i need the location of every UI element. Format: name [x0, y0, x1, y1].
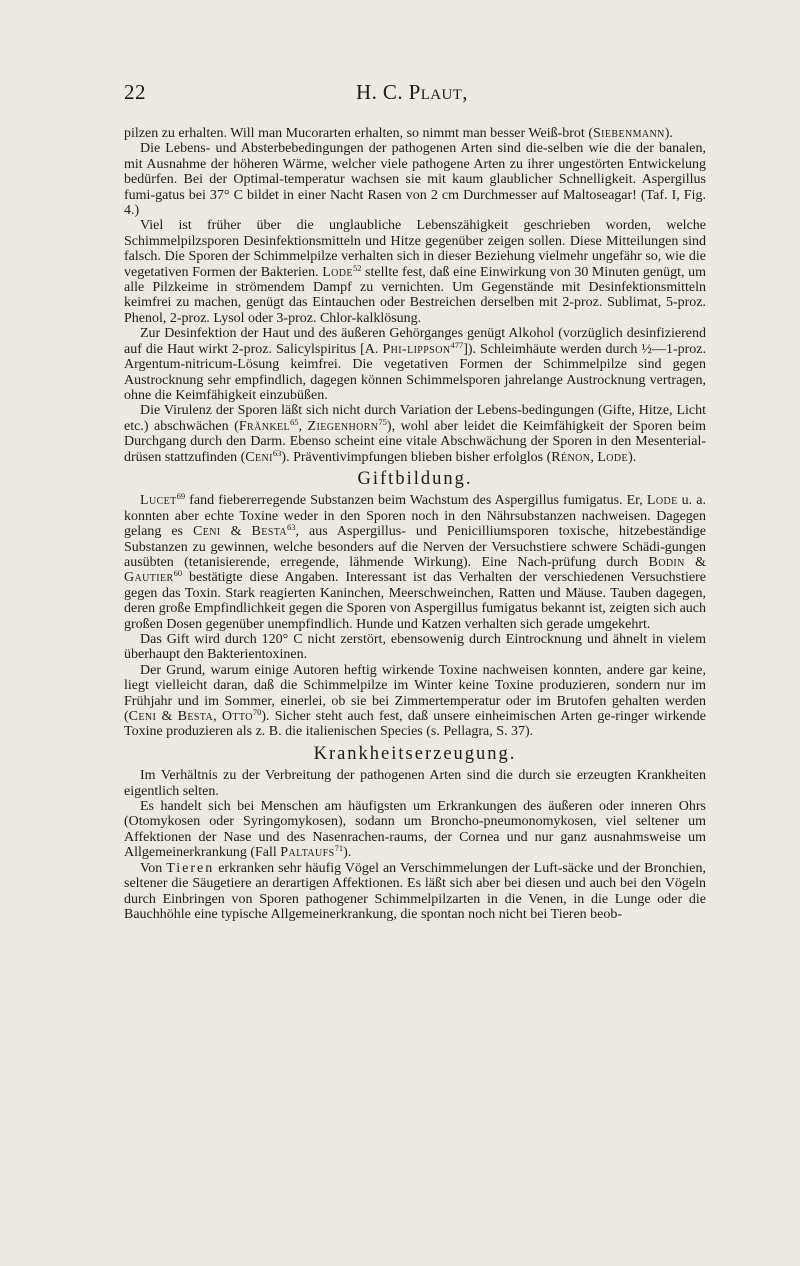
page-header	[124, 80, 700, 110]
author-name: Phi-lippson	[382, 341, 451, 357]
author-name: Gautier	[124, 570, 174, 586]
reference-number: 70	[252, 707, 262, 718]
paragraph-3	[124, 218, 706, 326]
author-name: Siebenmann	[592, 126, 665, 141]
text: Von	[140, 860, 167, 876]
reference-number: 63	[287, 522, 296, 533]
page-number: 22	[124, 80, 146, 104]
text: ). Sicher steht auch fest, daß unsere einheimischen Arten ge-ringer wirkende Toxine produzieren als z. B. die italienischen Species (s. Pellagra, S. 37).	[124, 709, 707, 740]
paragraph-1	[124, 126, 706, 141]
author-name: Rénon	[551, 449, 591, 465]
paragraph-6	[124, 493, 706, 632]
text: Viel ist früher über die unglaubliche Lebenszähigkeit geschrieben worden, welche Schimmelpilzsporen Desinfektionsmitteln und Hitze gegenüber zeigen sollen. Diese Mitteilungen sind falsch. Die Sporen der Schimmelpilze verhalten sich in dieser Beziehung vielmehr ungefähr so, wie die vegetativen Formen der Bakterien.	[124, 218, 706, 280]
author-name: Paltaufs	[280, 845, 335, 861]
paragraph-9: Im Verhältnis zu der Verbreitung der pathogenen Arten sind die durch sie erzeugten Krankheiten eigentlich selten.	[124, 768, 706, 799]
reference-number: 65	[289, 416, 299, 427]
paragraph-4	[124, 326, 706, 403]
author-name: Lucet	[140, 493, 177, 509]
author-name: Ceni	[192, 524, 221, 540]
text: Der Grund, warum einige Autoren heftig wirkende Toxine nachweisen konnten, andere gar keine, liegt vielleicht daran, daß die Schimmelpilze im Winter keine Toxine produzieren, sondern nur im Frühjahr und im Sommer, einerlei, ob sie bei Zimmertemperatur oder im Brutofen gehalten werden (	[124, 662, 706, 725]
author-name: Lode	[597, 449, 629, 465]
text: &	[220, 524, 252, 540]
author-name: Ziegenhorn	[307, 418, 379, 434]
author-name: Bodin	[648, 554, 685, 570]
author-name: Ceni	[128, 709, 157, 725]
paragraph-2: Die Lebens- und Absterbebedingungen der pathogenen Arten sind die-selben wie die der banalen, mit Ausnahme der höheren Wärme, welcher viele pathogene Arten zu ihrer ungestörten Entwickelung bedürfen. Bei der Optimal-temperatur wachsen sie mit kaum glaublicher Schnelligkeit. Aspergillus fumi-gatus bei 37° C bildet in einer Nacht Rasen von 2 cm Durchmesser auf Maltoseagar! (Taf. I, Fig. 4.)	[124, 141, 706, 219]
text: ).	[664, 126, 673, 141]
spaced-emphasis: Tieren	[166, 860, 215, 876]
text: Zur Desinfektion der Haut und des äußeren Gehörganges genügt Alkohol (vorzüglich desinfizierend auf die Haut wirkt 2-proz. Salicylspiritus [A.	[124, 326, 706, 357]
paragraph-8	[124, 663, 706, 740]
reference-number: 75	[378, 416, 387, 427]
author-name: Lode	[646, 493, 678, 509]
reference-number: 60	[173, 568, 183, 579]
paragraph-11	[124, 861, 706, 923]
text: stellte fest, daß eine Einwirkung von 30 Minuten genügt, um alle Pilzkeime in strömendem Dampf zu vernichten. Um Gegenstände mit Desinfektionsmitteln keimfrei zu machen, genügt das Eintauchen oder Bestreichen derselben mit 2-proz. Sublimat, 5-proz. Phenol, 2-proz. Lysol oder 3-proz. Chlor-kalklösung.	[124, 264, 707, 326]
text: ]). Schleimhäute werden durch ½—1-proz. Argentum-nitricum-Lösung keimfrei. Die vegetativen Formen der Schimmelpilze sind gegen Austrocknung sehr empfindlich, dagegen können Schimmelsporen jahrelange Austrocknung vertragen, ohne die Keimfähigkeit einzubüßen.	[124, 341, 706, 403]
paragraph-7: Das Gift wird durch 120° C nicht zerstört, ebensowenig durch Eintrocknung und ähnelt in vielem überhaupt den Bakterientoxinen.	[124, 632, 706, 663]
reference-number: 63	[272, 447, 282, 458]
author-name: Lode	[322, 264, 353, 280]
author-name: Otto	[221, 709, 253, 725]
section-heading-krankheitserzeugung: Krankheitserzeugung.	[313, 743, 517, 764]
author-name: Fränkel	[238, 418, 290, 434]
text: ,	[213, 709, 222, 725]
text: Es handelt sich bei Menschen am häufigsten um Erkrankungen des äußeren oder inneren Ohrs (Otomykosen oder Syringomykosen), sodann um Broncho-pneumonomykosen, viel seltener um Affektionen der Nase und des Nasenrachen-raums, der Cornea und nur ganz ausnahmsweise um Allgemeinerkrankung (Fall	[124, 799, 706, 861]
text: , aus Aspergillus- und Penicilliumsporen toxische, hitzebeständige Substanzen zu gewinnen, welche besonders auf die Nerven der Versuchstiere schwere Schädi-gungen ausübten (tetanisierende, erregende, lähmende Wirkung). Eine Nach-prüfung durch	[124, 524, 706, 570]
text: ).	[628, 449, 637, 465]
author-name: Besta	[251, 524, 288, 540]
text: fand fiebererregende Substanzen beim Wachstum des Aspergillus fumigatus. Er,	[185, 493, 647, 509]
text: ). Präventivimpfungen blieben bisher erfolglos (	[281, 449, 552, 465]
section-heading-giftbildung: Giftbildung.	[357, 468, 473, 489]
text: Die Virulenz der Sporen läßt sich nicht durch Variation der Lebens-bedingungen (Gifte, Hitze, Licht etc.) abschwächen (	[124, 403, 706, 434]
text: ), wohl aber leidet die Keimfähigkeit der Sporen beim Durchgang durch den Darm. Ebenso scheint eine vitale Abschwächung der Sporen in den Mesenterial-drüsen stattzufinden (	[124, 418, 706, 465]
body-text	[124, 126, 706, 922]
reference-number: 71	[334, 843, 344, 854]
text: bestätigte diese Angaben. Interessant ist das Verhalten der verschiedenen Versuchstiere gegen das Toxin. Stark reagierten Kaninchen, Meerschweinchen, Ratten und Mäuse. Tauben dagegen, deren große Empfindlichkeit gegen die Sporen von Aspergillus fumigatus bekannt ist, zeigten sich auch großen Dosen gegenüber unempfindlich. Hunde und Katzen verhalten sich gerade umgekehrt.	[124, 570, 706, 632]
reference-number: 477	[450, 339, 464, 350]
author-name: Besta	[177, 709, 214, 725]
text: &	[684, 554, 707, 570]
text: pilzen zu erhalten. Will man Mucorarten erhalten, so nimmt man besser Weiß-brot (	[124, 126, 593, 141]
reference-number: 69	[176, 491, 186, 502]
text: ,	[298, 418, 308, 434]
text: u. a. konnten aber echte Toxine weder in den Sporen noch in den Nährsubstanzen nachweisen. Dagegen gelang es	[124, 493, 706, 540]
text: &	[156, 709, 178, 725]
text: ).	[343, 845, 352, 861]
text: erkranken sehr häufig Vögel an Verschimmelungen der Luft-säcke und der Bronchien, seltener die Säugetiere an derartigen Affektionen. Es läßt sich aber bei diesen und auch bei den Vögeln durch Einbringen von Sporen pathogener Schimmelpilzarten in die Venen, in die Lunge oder die Bauchhöhle eine typische Allgemeinerkrankung, die spontan noch nicht bei Tieren beob-	[124, 860, 706, 922]
reference-number: 52	[352, 262, 362, 273]
text: ,	[590, 449, 598, 465]
running-head: H. C. Plaut,	[356, 80, 468, 104]
paragraph-5	[124, 403, 706, 465]
author-name: Ceni	[245, 449, 273, 465]
paragraph-10	[124, 799, 706, 861]
